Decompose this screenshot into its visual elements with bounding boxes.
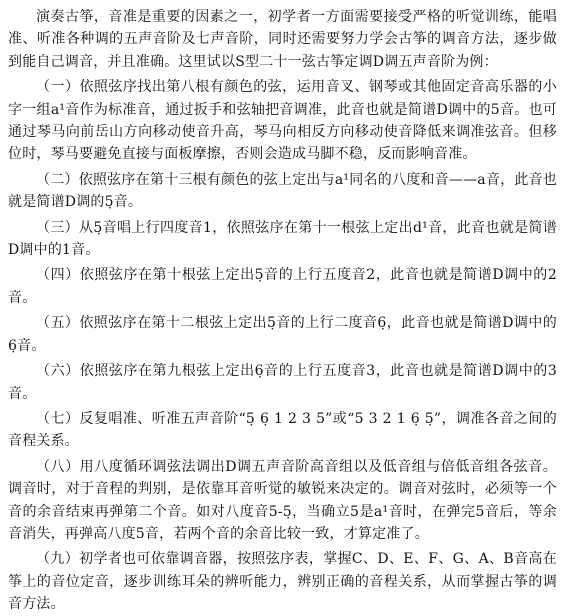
step-2-paragraph: （二）依照弦序在第十三根有颜色的弦上定出与a¹同名的八度和音——a音，此音也就是简谱D调的5̣音。: [8, 171, 557, 211]
step-6-paragraph: （六）依照弦序在第九根弦上定出6̣音的上行五度音3，此音也就是简谱D调中的3音。: [8, 363, 557, 402]
step-1-paragraph: （一）依照弦序找出第八根有颜色的弦，运用音叉、钢琴或其他固定音高乐器的小字一组a¹音作为标准音，通过扳手和弦轴把音调准，此音也就是简谱D调中的5音。也可通过琴马向前岳山方向移动使音升高，琴马向相反方向移动使音降低来调准弦音。但移位时，琴马要避免直接与面板摩擦，否则会造成马脚不稳，反而影响音准。: [8, 79, 557, 163]
step-8-paragraph: （八）用八度循环调弦法调出D调五声音阶高音组以及低音组与倍低音组各弦音。调音时，对于音程的判别，是依靠耳音听觉的敏锐来决定的。调音对弦时，必须等一个音的余音结束再弹第二个音。如对八度音5-5̣，当确立5是a¹音时，在弹完5音后，等余音消失，再弹高八度5̇音，若两个音的余音比较一致，才算定准了。: [8, 458, 557, 542]
step-7-paragraph: （七）反复唱准、听准五声音阶“5̣ 6̣ 1 2 3 5”或“5 3 2 1 6̣ 5̣”，调准各音之间的音程关系。: [8, 410, 557, 450]
step-5-paragraph: （五）依照弦序在第十二根弦上定出5̣音的上行二度音6̣，此音也就是简谱D调中的6̣音。: [8, 315, 557, 354]
step-3-paragraph: （三）从5̣音唱上行四度音1，依照弦序在第十一根弦上定出d¹音，此音也就是简谱D调中的1音。: [8, 219, 557, 259]
intro-paragraph: 演奏古筝，音准是重要的因素之一，初学者一方面需要接受严格的听觉训练，能唱准、听准各种调的五声音阶及七声音阶，同时还需要努力学会古筝的调音方法，逐步做到能自己调音，并且准确。这里试以S型二十一弦古筝定调D调五声音阶为例：: [8, 9, 557, 70]
step-4-paragraph: （四）依照弦序在第十根弦上定出5̣音的上行五度音2，此音也就是简谱D调中的2音。: [8, 267, 557, 306]
step-9-paragraph: （九）初学者也可依靠调音器，按照弦序表，掌握C、D、E、F、G、A、B音高在筝上的音位定音，逐步训练耳朵的辨听能力，辨别正确的音程关系，从而掌握古筝的调音方法。: [8, 551, 557, 613]
